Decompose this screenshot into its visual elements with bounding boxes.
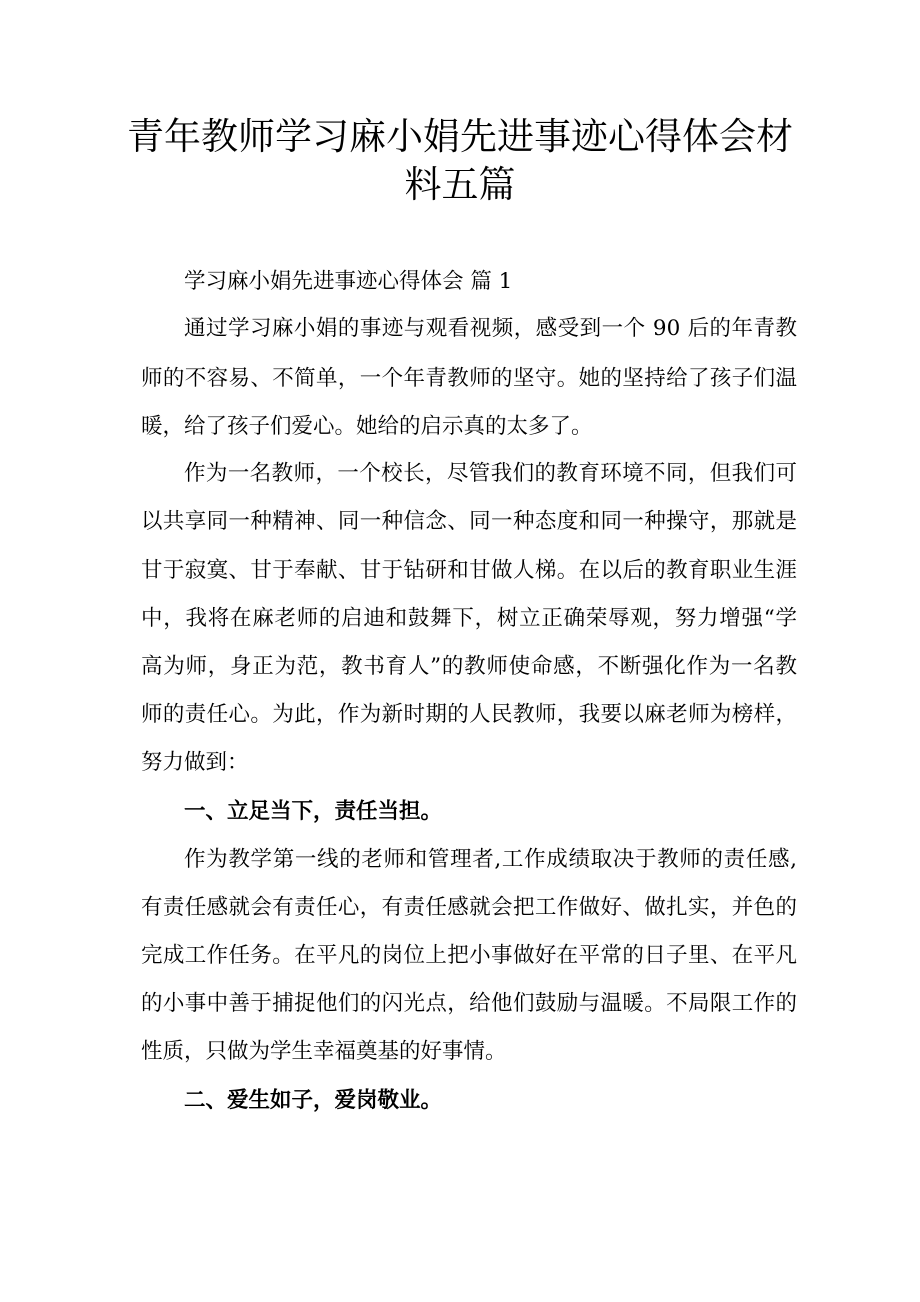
point-2-heading: 二、爱生如子，爱岗敬业。 — [184, 1088, 443, 1113]
paragraph-2-line-4: 中，我将在麻老师的启迪和鼓舞下，树立正确荣辱观，努力增强“学 — [141, 606, 797, 631]
paragraph-1-line-2: 师的不容易、不简单，一个年青教师的坚守。她的坚持给了孩子们温 — [141, 366, 797, 391]
paragraph-3-line-3: 完成工作任务。在平凡的岗位上把小事做好在平常的日子里、在平凡 — [141, 943, 797, 968]
paragraph-3-line-4: 的小事中善于捕捉他们的闪光点，给他们鼓励与温暖。不局限工作的 — [141, 991, 797, 1016]
document-title-line-2: 料五篇 — [404, 163, 516, 206]
document-title-line-1: 青年教师学习麻小娟先进事迹心得体会材 — [127, 115, 793, 158]
paragraph-2-line-2: 以共享同一种精神、同一种信念、同一种态度和同一种操守，那就是 — [141, 509, 797, 534]
paragraph-2-line-5: 高为师，身正为范，教书育人”的教师使命感，不断强化作为一名教 — [141, 654, 797, 679]
paragraph-1-line-1: 通过学习麻小娟的事迹与观看视频，感受到一个 90 后的年青教 — [184, 316, 797, 341]
paragraph-3-line-1: 作为教学第一线的老师和管理者,工作成绩取决于教师的责任感, — [184, 847, 797, 872]
paragraph-2-line-6: 师的责任心。为此，作为新时期的人民教师，我要以麻老师为榜样， — [141, 702, 797, 727]
paragraph-2-line-7: 努力做到： — [141, 750, 249, 775]
paragraph-3-line-5: 性质，只做为学生幸福奠基的好事情。 — [141, 1039, 507, 1064]
paragraph-1-line-3: 暖，给了孩子们爱心。她给的启示真的太多了。 — [141, 414, 593, 439]
paragraph-2-line-3: 甘于寂寞、甘于奉献、甘于钻研和甘做人梯。在以后的教育职业生涯 — [141, 558, 797, 583]
paragraph-3-line-2: 有责任感就会有责任心，有责任感就会把工作做好、做扎实，并色的 — [141, 895, 797, 920]
section-heading: 学习麻小娟先进事迹心得体会 篇 1 — [184, 269, 513, 294]
point-1-heading: 一、立足当下，责任当担。 — [184, 799, 443, 824]
paragraph-2-line-1: 作为一名教师，一个校长，尽管我们的教育环境不同，但我们可 — [184, 461, 797, 486]
